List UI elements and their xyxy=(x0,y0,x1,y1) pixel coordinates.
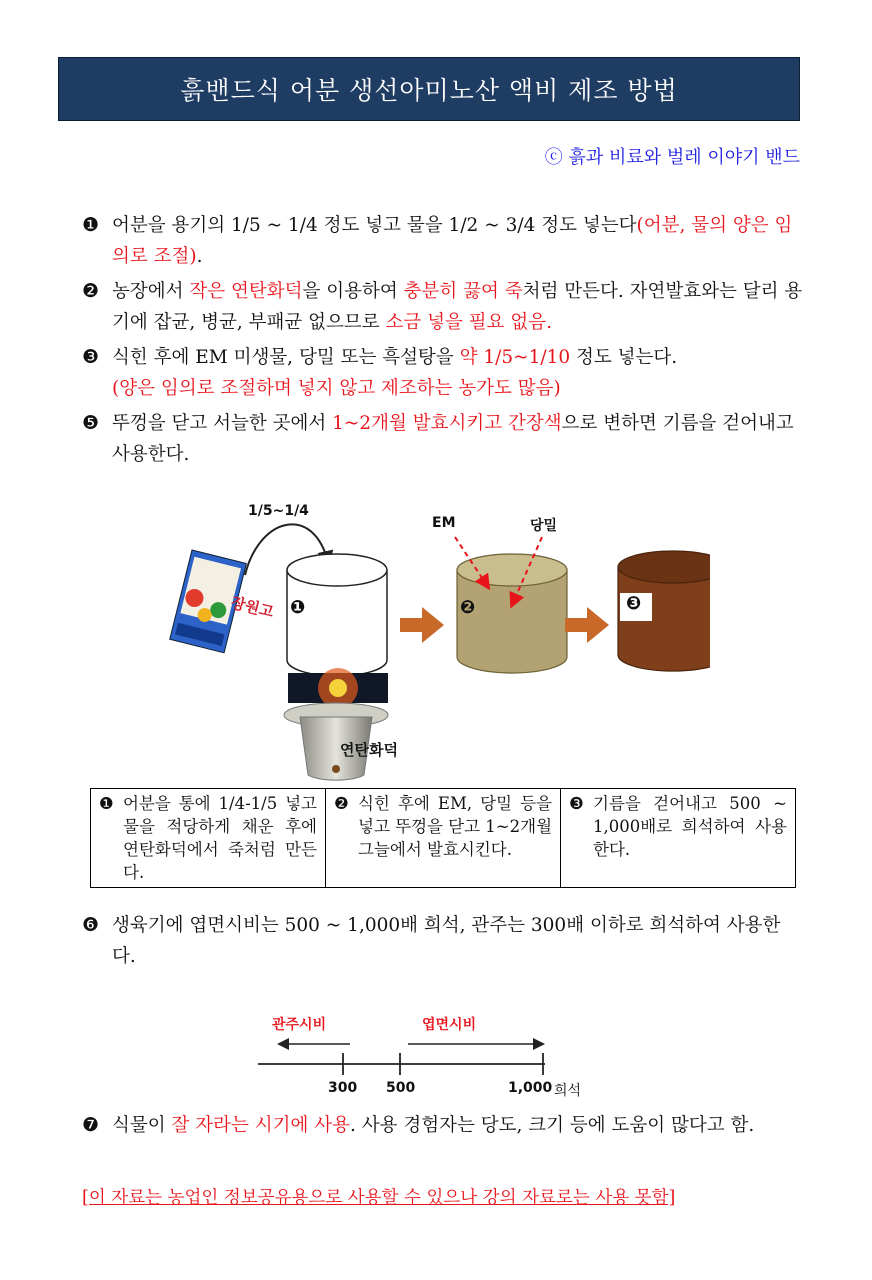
step-highlight: (어분, 물의 양은 임의로 조절) xyxy=(112,215,793,267)
cell-number: ❶ xyxy=(99,794,114,813)
step-highlight: 소금 넣을 필요 없음. xyxy=(385,312,552,333)
em-label: EM xyxy=(432,515,456,531)
tick-label-300: 300 xyxy=(328,1080,358,1096)
step-number: ❼ xyxy=(82,1114,100,1136)
credit-line: ⓒ 흙과 비료와 벌레 이야기 밴드 xyxy=(544,147,800,168)
summary-table xyxy=(90,788,796,888)
step-number: ❺ xyxy=(82,412,100,434)
summary-cell-3 xyxy=(561,789,796,888)
step-text: 농장에서 xyxy=(112,281,190,302)
drench-label: 관주시비 xyxy=(272,1017,327,1033)
step-7 xyxy=(82,1110,804,1141)
summary-cell-2 xyxy=(326,789,561,888)
step-number: ❷ xyxy=(82,280,100,302)
step-5 xyxy=(82,408,804,470)
step-3 xyxy=(82,342,804,404)
step-highlight: (양은 임의로 조절하며 넣지 않고 제조하는 농가도 많음) xyxy=(112,378,561,399)
cell-text: 어분을 통에 1/4-1/5 넣고 물을 적당하게 채운 후에 연탄화덕에서 죽처럼 만든다. xyxy=(123,794,317,882)
step-text: . xyxy=(196,246,203,267)
step-text: . 사용 경험자는 당도, 크기 등에 도움이 많다고 함. xyxy=(349,1115,755,1136)
step-highlight: 잘 자라는 시기에 사용 xyxy=(171,1115,350,1136)
step-highlight: 충분히 끓여 죽 xyxy=(403,281,523,302)
step-text: 식물이 xyxy=(112,1115,172,1136)
cell-text: 기름을 걷어내고 500 ~ 1,000배로 희석하여 사용한다. xyxy=(593,794,787,859)
step-highlight: 1~2개월 발효시키고 간장색 xyxy=(332,413,562,434)
step-highlight: 약 1/5~1/10 xyxy=(459,347,571,368)
stove-icon xyxy=(284,668,388,780)
step-text: 식힌 후에 EM 미생물, 당밀 또는 흑설탕을 xyxy=(112,347,460,368)
dilution-scale xyxy=(250,1010,630,1104)
summary-cell-1 xyxy=(91,789,326,888)
dilution-unit: 희석 xyxy=(554,1083,582,1099)
bucket-3-number: ❸ xyxy=(626,593,642,614)
tick-label-500: 500 xyxy=(386,1080,416,1096)
cell-text: 식힌 후에 EM, 당밀 등을 넣고 뚜껑을 닫고 1~2개월 그늘에서 발효시킨다. xyxy=(358,794,553,859)
ratio-label: 1/5~1/4 xyxy=(248,503,309,519)
step-highlight: 작은 연탄화덕 xyxy=(189,281,303,302)
bucket-1-number: ❶ xyxy=(290,597,306,618)
foliar-label: 엽면시비 xyxy=(422,1017,477,1033)
step-number: ❸ xyxy=(82,346,100,368)
page-title: 흙밴드식 어분 생선아미노산 액비 제조 방법 xyxy=(180,76,678,105)
arrow-right-icon xyxy=(565,607,609,643)
step-text: 처럼 만든다. 자연발효와는 달리 용기에 잡균, 병균, 부패균 없으므로 xyxy=(112,281,803,333)
cell-number: ❸ xyxy=(569,794,584,813)
molasses-label: 당밀 xyxy=(530,518,558,534)
stove-label: 연탄화덕 xyxy=(340,741,398,759)
step-text: 어분을 용기의 1/5 ~ 1/4 정도 넣고 물을 1/2 ~ 3/4 정도 넣는다 xyxy=(112,215,637,236)
bag-label: 장원고 xyxy=(229,593,276,622)
step-text: 정도 넣는다. xyxy=(570,347,678,368)
steps-list xyxy=(82,210,804,474)
step-number: ❶ xyxy=(82,214,100,236)
bucket-2-number: ❷ xyxy=(460,597,476,618)
step-1 xyxy=(82,210,804,272)
step-text: 뚜껑을 닫고 서늘한 곳에서 xyxy=(112,413,333,434)
steps-list-c xyxy=(82,1110,804,1145)
usage-notice: [이 자료는 농업인 정보공유용으로 사용할 수 있으나 강의 자료로는 사용 못함] xyxy=(82,1188,676,1208)
process-diagram xyxy=(150,495,710,789)
step-text: 생육기에 엽면시비는 500 ~ 1,000배 희석, 관주는 300배 이하로 희석하여 사용한다. xyxy=(112,915,781,967)
step-text: 으로 변하면 기름을 걷어내고 사용한다. xyxy=(112,413,794,465)
steps-list-b xyxy=(82,910,804,976)
cell-number: ❷ xyxy=(334,794,349,813)
title-banner xyxy=(58,57,800,121)
step-text: 을 이용하여 xyxy=(302,281,404,302)
table-row xyxy=(91,789,796,888)
tick-label-1000: 1,000 xyxy=(508,1080,553,1096)
step-6 xyxy=(82,910,804,972)
step-number: ❻ xyxy=(82,914,100,936)
process-figure xyxy=(150,495,710,785)
arrow-right-icon xyxy=(400,607,444,643)
step-2 xyxy=(82,276,804,338)
